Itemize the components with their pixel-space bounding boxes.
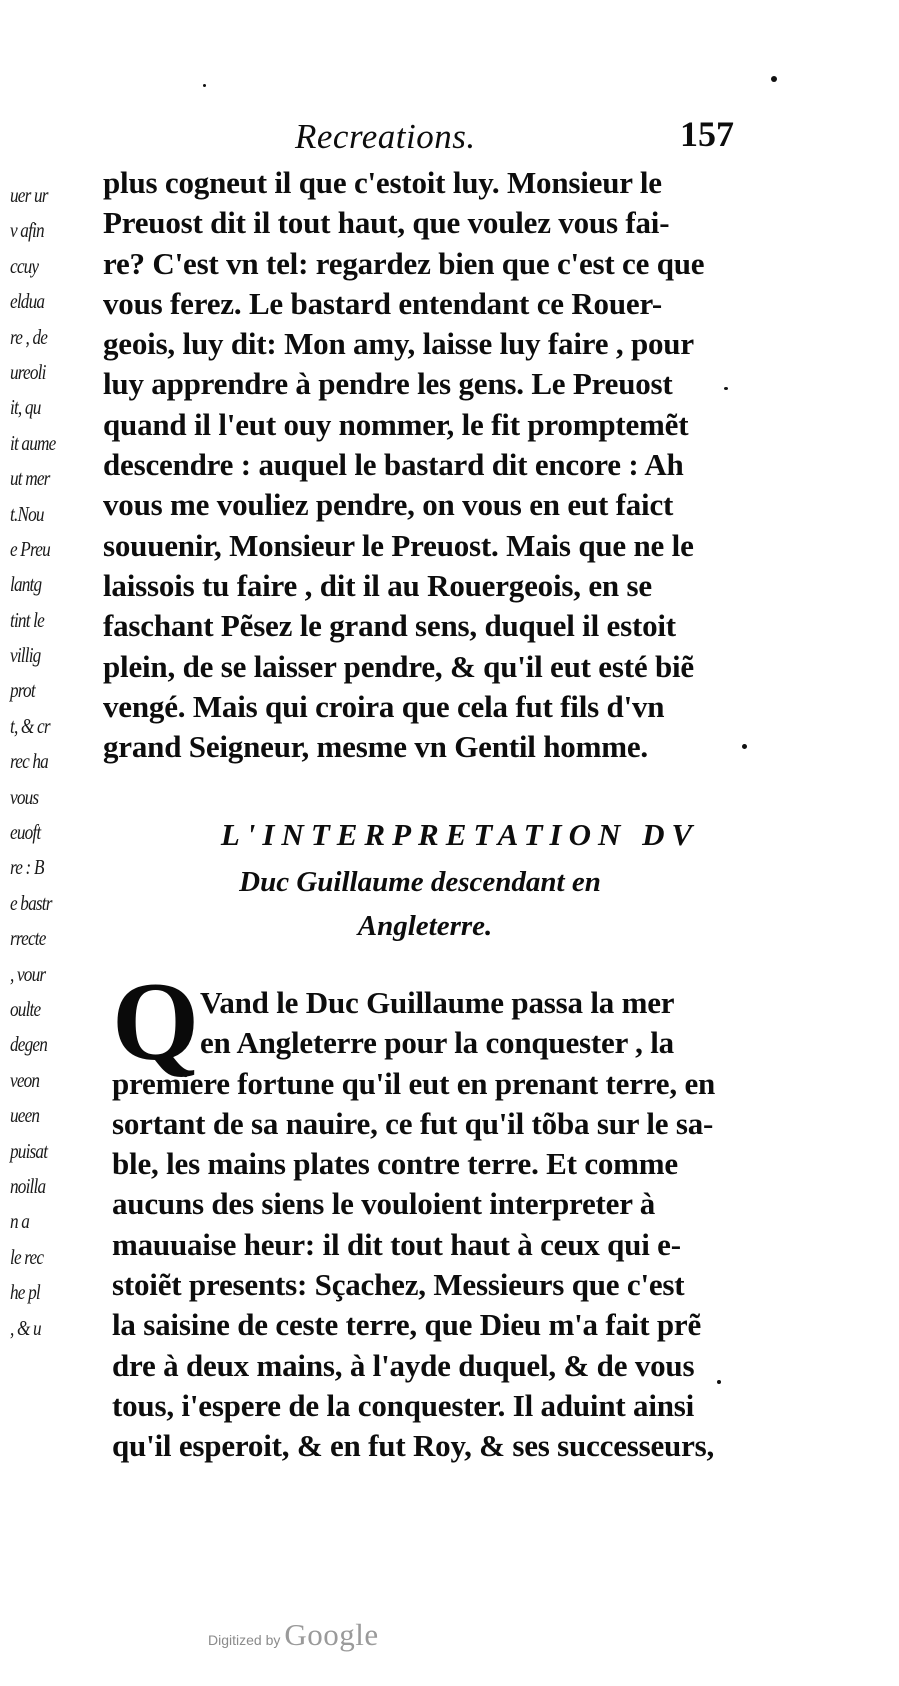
bleed-through-fragment: oulte [10,996,41,1021]
section-heading [100,810,820,948]
google-logo-text: Google [284,1617,379,1652]
text-line: souuenir, Monsieur le Preuost. Mais que ne le [103,527,694,563]
bleed-through-fragment: v afin [10,218,44,243]
text-line: tous, i'espere de la conquester. Il aduint ainsi [112,1387,695,1423]
bleed-through-fragment: he pl [10,1280,40,1305]
heading-line-2: Duc Guillaume descendant en [239,866,601,898]
bleed-through-fragment: ureoli [10,359,46,384]
bleed-through-fragment: lantg [10,572,42,597]
text-line: faschant Pẽsez le grand sens, duquel il estoit [103,608,676,644]
bleed-through-fragment: veon [10,1067,40,1092]
text-line: re? C'est vn tel: regardez bien que c'est ce que [103,245,705,281]
text-line: vous me vouliez pendre, on vous en eut faict [103,487,674,523]
text-line: ble, les mains plates contre terre. Et comme [112,1146,678,1182]
text-line: vengé. Mais qui croira que cela fut fils d'vn [103,688,665,724]
bleed-through-fragment: rec ha [10,749,48,774]
bleed-through-fragment: degen [10,1032,48,1057]
bleed-through-fragment: rrecte [10,926,46,951]
text-line: vous ferez. Le bastard entendant ce Rouer- [103,285,662,321]
text-line: la saisine de ceste terre, que Dieu m'a fait prẽ [112,1307,702,1343]
bleed-through-fragment: vous [10,784,39,809]
digitized-by-text: Digitized by [208,1632,281,1648]
bleed-through-fragment: ut mer [10,466,50,491]
text-line: plus cogneut il que c'estoit luy. Monsieur le [103,165,662,200]
heading-line-3: Angleterre. [357,910,493,942]
bleed-through-fragment: e Preu [10,536,50,561]
bleed-through-fragment: uer ur [10,183,48,207]
bleed-through-fragment: n a [10,1209,30,1234]
bleed-through-fragment: it aume [10,430,56,455]
bleed-through-fragment: t, & cr [10,713,50,738]
facing-page-bleed-through [10,178,72,1346]
text-line: stoiẽt presents: Sçachez, Messieurs que c'est [112,1267,685,1303]
bleed-through-fragment: noilla [10,1173,46,1198]
bleed-through-fragment: tint le [10,607,44,632]
text-line: dre à deux mains, à l'ayde duquel, & de vous [112,1347,695,1383]
ink-speck [771,76,777,82]
page-number: 157 [680,114,734,154]
bleed-through-fragment: e bastr [10,890,52,915]
bleed-through-fragment: t.Nou [10,501,44,526]
bleed-through-fragment: , & u [10,1315,41,1340]
text-line: qu'il esperoit, & en fut Roy, & ses successeurs, [112,1428,715,1464]
bleed-through-fragment: re : B [10,855,44,880]
heading-line-1: L'INTERPRETATION DV [220,817,700,852]
drop-cap-letter: Q [112,960,200,1084]
bleed-through-fragment: , vour [10,961,46,986]
text-line: Preuost dit il tout haut, que voulez vous fai- [103,205,670,241]
text-line: sortant de sa nauire, ce fut qu'il tõba sur le sa- [112,1105,714,1141]
text-block-duc-guillaume [112,983,780,1467]
text-line: premiere fortune qu'il eut en prenant terre, en [112,1065,716,1101]
text-block-continued-story [103,163,771,767]
bleed-through-fragment: re , de [10,324,48,349]
text-line: en Angleterre pour la conquester , la [200,1025,674,1061]
bleed-through-fragment: ueen [10,1103,40,1128]
text-line: quand il l'eut ouy nommer, le fit promptemẽt [103,406,689,442]
bleed-through-fragment: prot [10,678,35,703]
text-line: grand Seigneur, mesme vn Gentil homme. [103,729,648,765]
text-line: aucuns des siens le vouloient interpreter à [112,1186,656,1222]
text-line: plein, de se laisser pendre, & qu'il eut esté biẽ [103,648,694,684]
text-line: geois, luy dit: Mon amy, laisse luy faire , pour [103,326,694,362]
text-line: luy apprendre à pendre les gens. Le Preuost [103,366,673,402]
running-head: Recreations. [295,117,476,156]
digitized-by-google-watermark [208,1617,379,1653]
bleed-through-fragment: eldua [10,289,45,314]
ink-speck [203,84,206,87]
bleed-through-fragment: ccuy [10,253,39,278]
text-line: mauuaise heur: il dit tout haut à ceux qui e- [112,1226,681,1262]
bleed-through-fragment: puisat [10,1138,48,1163]
text-line: laissois tu faire , dit il au Rouergeois, en se [103,567,652,603]
bleed-through-fragment: euoft [10,820,41,845]
bleed-through-fragment: le rec [10,1244,44,1269]
text-line: Vand le Duc Guillaume passa la mer [200,985,675,1020]
bleed-through-fragment: it, qu [10,395,41,420]
bleed-through-fragment: villig [10,643,41,668]
text-line: descendre : auquel le bastard dit encore : Ah [103,447,684,483]
